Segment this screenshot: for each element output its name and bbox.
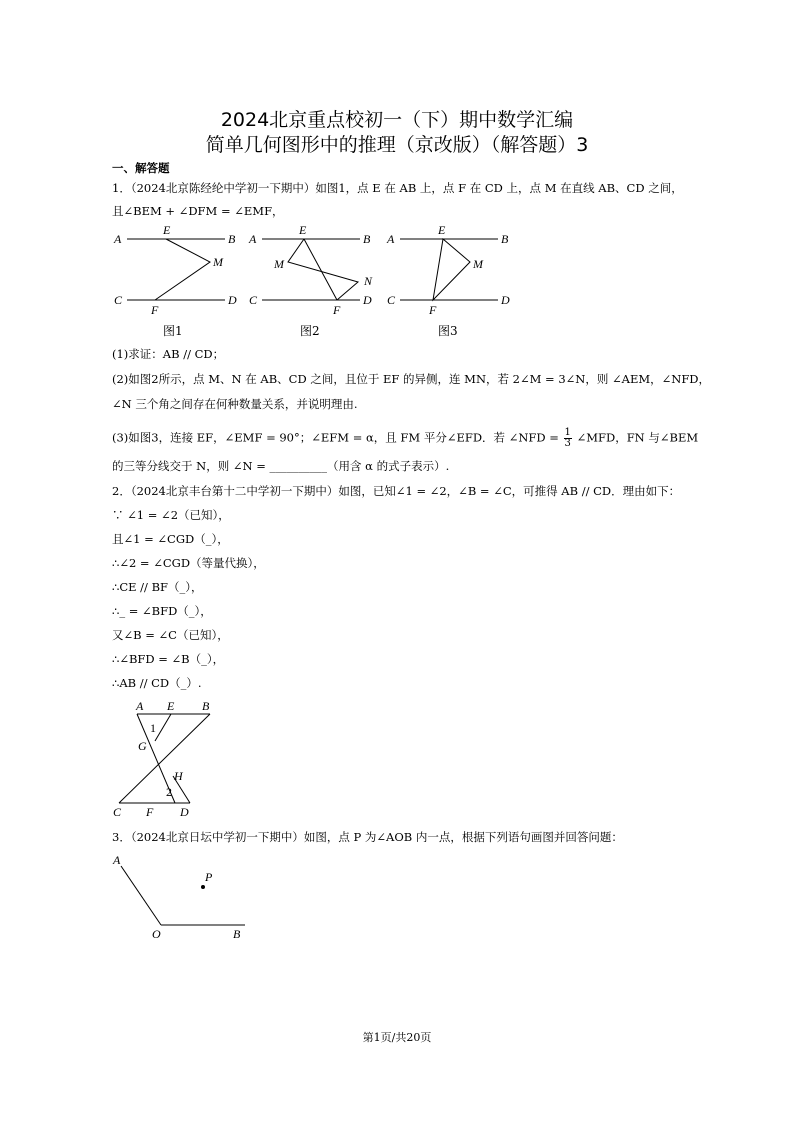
q3-label-o: O [152,927,161,941]
fig3-label-f: F [429,303,437,317]
q2-figure [105,696,245,826]
fig2-path-emnf [288,239,358,300]
fig2-label-b: B [363,232,371,246]
q2-step5: ∴_ = ∠BFD（_）， [112,604,212,618]
fraction-denominator: 3 [564,438,571,449]
fig2-label-m: M [274,257,284,271]
fig1-label-m: M [213,255,223,269]
fig1-label-b: B [228,232,236,246]
doc-title-line2: 简单几何图形中的推理（京改版）（解答题）3 [205,134,589,156]
fig3-label-e: E [438,223,446,237]
q1-part1: (1)求证：AB // CD； [112,347,225,361]
fig2-label-e: E [299,223,307,237]
q3-point-p [202,886,205,889]
q1-part2-line2: ∠N 三个角之间存在何种数量关系，并说明理由. [112,397,358,411]
fig3-label-m: M [473,257,483,271]
q2-step8: ∴AB // CD（_）. [112,676,202,690]
fig1-label-d: D [228,293,237,307]
fig3-caption: 图3 [438,324,458,338]
fig2-label-d: D [363,293,372,307]
q2-stem: 2．（2024北京丰台第十二中学初一下期中）如图，已知∠1 = ∠2，∠B = ∠C，可推得 AB // CD．理由如下： [112,484,681,498]
fig2-label-f: F [333,303,341,317]
fig2-label-c: C [249,293,258,307]
q1-part3-text-after: ∠MFD，FN 与∠BEM [576,430,699,445]
fig3-triangle-emf [433,239,470,300]
fig3-label-a: A [387,232,395,246]
q1-stem-line1: 1．（2024北京陈经纶中学初一下期中）如图1，点 E 在 AB 上，点 F 在 CD 上，点 M 在直线 AB、CD 之间， [112,181,683,195]
q1-part3-text-before: (3)如图3，连接 EF，∠EMF = 90°；∠EFM = α，且 FM 平分∠EFD．若 ∠NFD = [112,430,559,445]
fig1-caption: 图1 [163,324,183,338]
q2-step7: ∴∠BFD = ∠B（_）， [112,652,225,666]
fig3-label-d: D [501,293,510,307]
fig2-segment-ef [304,239,337,300]
fig1-label-c: C [114,293,123,307]
q2-angle-label-1: 1 [150,721,156,735]
q3-label-b: B [233,927,241,941]
q1-part3-line1 [112,428,698,449]
q2-label-h: H [174,769,183,783]
q2-line-eg [155,714,171,741]
q3-label-a: A [113,853,121,867]
q1-figures [0,222,794,332]
q1-part2-line1: (2)如图2所示，点 M、N 在 AB、CD 之间，且位于 EF 的异侧，连 MN，若 2∠M = 3∠N，则 ∠AEM，∠NFD， [112,372,711,386]
q2-step3: ∴∠2 = ∠CGD（等量代换）， [112,556,265,570]
q2-step2: 且∠1 = ∠CGD（_）， [112,532,229,546]
fig2-label-a: A [249,232,257,246]
q3-ray-oa [121,866,161,925]
fig2-label-n: N [364,274,373,288]
section-heading: 一、解答题 [112,161,170,175]
q2-label-c: C [113,805,122,819]
fig1-label-a: A [114,232,122,246]
q2-label-b: B [202,699,210,713]
fig3-label-b: B [501,232,509,246]
doc-title-line1: 2024北京重点校初一（下）期中数学汇编 [220,109,574,131]
q3-label-p: P [205,870,213,884]
q2-label-e: E [167,699,175,713]
fig1-label-e: E [163,223,171,237]
q3-figure [105,848,265,948]
fig1-label-f: F [151,303,159,317]
q1-part3-line2: 的三等分线交于 N，则 ∠N = __________（用含 α 的式子表示）. [112,459,450,473]
q1-stem-line2: 且∠BEM + ∠DFM = ∠EMF， [112,204,284,218]
q2-label-a: A [136,699,144,713]
q2-label-f: F [146,805,154,819]
q2-step6: 又∠B = ∠C（已知）， [112,628,229,642]
q2-line-bc [119,714,210,803]
q2-step4: ∴CE // BF（_）， [112,580,203,594]
q2-label-g: G [138,739,147,753]
q2-label-d: D [180,805,189,819]
fig3-label-c: C [387,293,396,307]
q3-stem: 3．（2024北京日坛中学初一下期中）如图，点 P 为∠AOB 内一点，根据下列语句画图并回答问题： [112,830,623,844]
q2-step1: ∵ ∠1 = ∠2（已知）， [112,508,230,522]
q2-angle-label-2: 2 [166,785,172,799]
one-third-fraction [564,428,572,449]
fig2-caption: 图2 [300,324,320,338]
fig1-zigzag [155,239,210,300]
fraction-numerator: 1 [564,427,571,438]
page-footer: 第1页/共20页 [362,1031,432,1044]
